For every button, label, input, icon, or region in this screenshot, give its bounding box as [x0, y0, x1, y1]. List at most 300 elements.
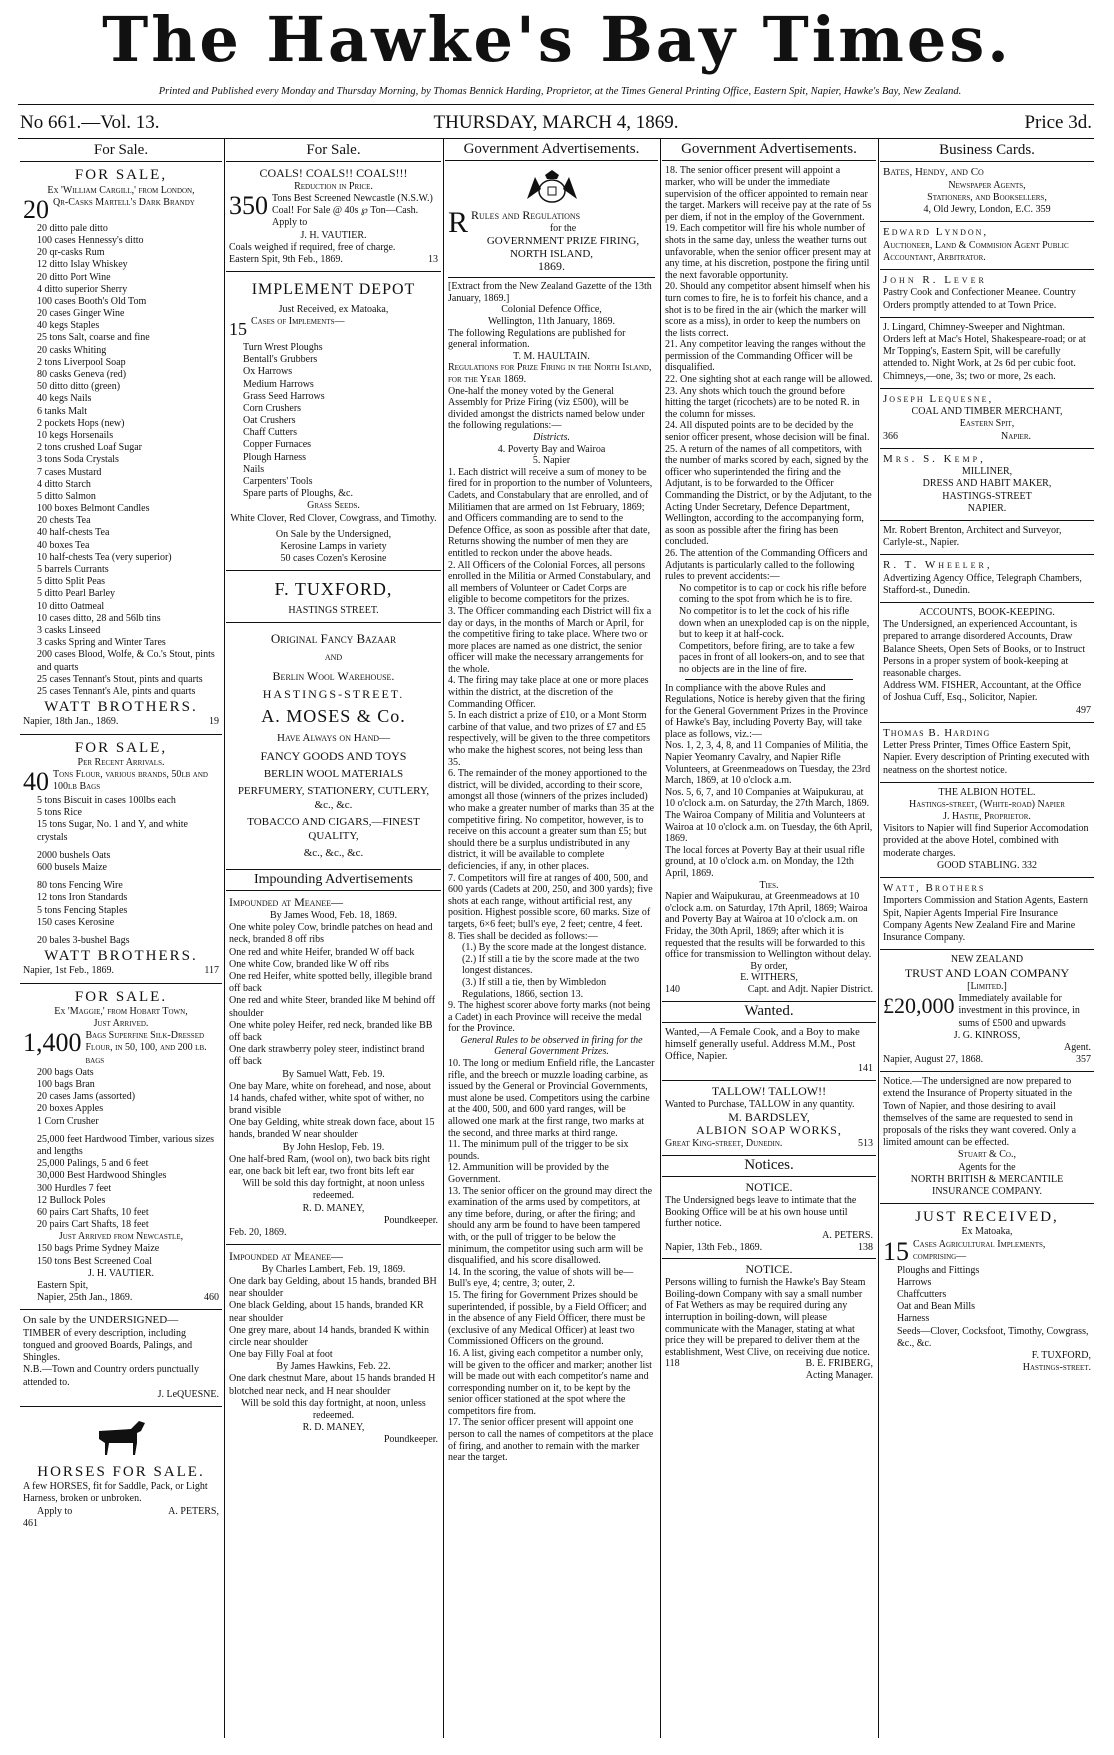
ad-title: FOR SALE, — [74, 167, 168, 184]
list-item: 20 ditto pale ditto — [37, 222, 108, 234]
schedule-item: The Wairoa Company of Militia and Volunteers at Wairoa at 10 o'clock a.m. on Tuesday, the 6th April, 1869. — [665, 810, 873, 845]
list-item: 200 bags Oats — [37, 1066, 94, 1078]
ad-quantity: 40 — [23, 767, 49, 797]
rule-paragraph: 17. The senior officer present will appoint one person to call the names of competitors at the place of firing, and another to remain with the marker near the target. — [448, 1417, 654, 1464]
drop-cap: R — [448, 206, 469, 240]
ad-subtitle: By Charles Lambert, Feb. 19, 1869. — [261, 1263, 406, 1275]
card-date: Napier, August 27, 1868. — [883, 1054, 984, 1066]
issue-number: No 661.—Vol. 13. — [20, 112, 160, 133]
ad-signer: R. D. MANEY, — [302, 1202, 365, 1214]
ad-ref: 460 — [204, 1292, 219, 1304]
list-item: Chaff Cutters — [243, 427, 297, 439]
list-item: 20 ditto Port Wine — [37, 271, 111, 283]
column-heading: For Sale. — [226, 140, 441, 162]
list-item: 10 kegs Horsenails — [37, 429, 114, 441]
list-item: One dark bay Gelding, about 15 hands, branded BH near shoulder — [229, 1275, 437, 1300]
card-line: Visitors to Napier will find Superior Accomodation provided at the above Hotel, combined with moderate charges. — [883, 823, 1089, 859]
list-item: One white poley Heifer, red neck, branded like BB off back — [229, 1019, 433, 1043]
list-item: One grey mare, about 14 hands, branded K within circle near shoulder — [229, 1324, 429, 1348]
card-line: J. Hastie, Proprietor. — [943, 811, 1031, 823]
notice-role: Acting Manager. — [805, 1369, 873, 1381]
rule-paragraph: 23. Any shots which touch the ground before hitting the target (ricochets) are to be noted R. in the column for misses. — [665, 385, 860, 420]
imprint-line: Printed and Published every Monday and Thursday Morning, by Thomas Bennick Harding, Proprietor, at the Times General Printing Office, Eastern Spit, Napier, Hawke's Bay, New Zealand. — [158, 86, 962, 97]
ad-subtitle: By John Heslop, Feb. 19. — [282, 1141, 385, 1153]
list-item: One white poley Cow, brindle patches on head and neck, branded 8 off ribs — [229, 922, 433, 946]
ad-title: Original Fancy Bazaar — [270, 631, 397, 647]
list-item: 1 Corn Crusher — [37, 1115, 99, 1127]
list-item: 3 casks Spring and Winter Tares — [37, 637, 166, 649]
ad-text: HASTINGS-STREET. — [262, 687, 405, 702]
ad-text: Will be sold this day fortnight, at noon, unless redeemed. — [241, 1397, 426, 1422]
list-item: Turn Wrest Ploughs — [243, 341, 323, 353]
ad-address: Hastings-street. — [1022, 1362, 1091, 1374]
card-kemp — [880, 449, 1094, 521]
districts-heading: Districts. — [533, 432, 570, 444]
ad-title: FOR SALE, — [74, 739, 168, 756]
list-item: One bay Filly Foal at foot — [229, 1349, 333, 1361]
list-item: One red and white Heifer, branded W off back — [229, 946, 415, 958]
rule-paragraph: 12. Ammunition will be provided by the Government. — [448, 1162, 609, 1186]
rule-paragraph: (1.) By the score made at the longest distance. — [462, 942, 647, 954]
card-line: J. Lingard, Chimney-Sweeper and Nightman. Orders left at Mac's Hotel, Shakespeare-road; or at Mr Topping's, Eastern Spit, will be carefully attended to. Night Work, at 2s 6d per cubic foot. Chimneys,—one, 3s; two or more, 2s each. — [883, 321, 1086, 382]
list-item: 15 tons Sugar, No. 1 and Y, and white crystals — [37, 819, 188, 843]
card-lequesne — [880, 389, 1094, 449]
dateline — [20, 112, 1092, 134]
card-name: Bates, Hendy, and Co — [883, 166, 984, 179]
ad-role: Poundkeeper. — [383, 1434, 438, 1446]
ad-ref: 19 — [209, 716, 219, 728]
list-item: One half-bred Ram, (wool on), two back bits right ear, one back bit left ear, two front bits left ear — [229, 1153, 431, 1178]
list-item: One white Cow, branded like W off ribs — [229, 958, 389, 970]
list-item: 20 chests Tea — [37, 515, 91, 527]
list-item: One dark chestnut Mare, about 15 hands branded H blotched near neck, and H near shoulder — [229, 1373, 436, 1397]
notice-paragraph: In compliance with the above Rules and Regulations, Notice is hereby given that the firing for the General Government Prizes in the Province of Hawke's Bay, including Poverty Bay, will take place as follows, viz.:— — [665, 682, 868, 740]
list-item: 4 ditto Starch — [37, 478, 91, 490]
rule-paragraph: 9. The highest scorer above forty marks (not being a Cadet) in each Province will receive the medal for the Province. — [448, 1000, 651, 1035]
card-name: Edward Lyndon, — [883, 226, 989, 239]
list-item: 2 tons crushed Loaf Sugar — [37, 442, 142, 454]
list-item: Carpenters' Tools — [243, 476, 313, 487]
ad-signer: WATT BROTHERS. — [44, 699, 198, 716]
ad-subtitle: Just Arrived from Newcastle, — [58, 1231, 184, 1243]
ad-impounded-1 — [226, 891, 441, 1245]
column-2 — [226, 140, 441, 1740]
card-line: DRESS AND HABIT MAKER, — [922, 478, 1052, 490]
notice-title: NOTICE. — [745, 1180, 793, 1195]
ad-title: F. TUXFORD, — [274, 579, 393, 600]
loan-amount: £20,000 — [883, 993, 955, 1019]
ad-ref: 141 — [858, 1063, 873, 1075]
rule-paragraph: (3.) If still a tie, then by Wimbledon Regulations, 1866, section 13. — [462, 976, 607, 1000]
regulations-intro: The following Regulations are published for general information. — [448, 327, 626, 351]
ad-text: TOBACCO AND CIGARS,—FINEST QUALITY, — [247, 816, 420, 842]
list-item: 25,000 feet Hardwood Timber, various sizes and lengths — [37, 1133, 215, 1157]
ad-text: White Clover, Red Clover, Cowgrass, and Timothy. — [230, 512, 437, 524]
rule-paragraph: Competitors, before firing, are to take a few paces in front of all lookers-on, and to see that no objects are in the line of fire. — [679, 640, 865, 675]
card-line: COAL AND TIMBER MERCHANT, — [911, 406, 1063, 418]
notice-title: NOTICE. — [745, 1262, 793, 1277]
ad-title: Impounded at Meanee— — [229, 1249, 343, 1264]
list-item: 25 cases Tennant's Stout, pints and quarts — [37, 673, 203, 685]
ad-place: Eastern Spit, — [37, 1280, 89, 1292]
list-item: 3 casks Linseed — [37, 624, 101, 636]
card-ref: 366 — [883, 430, 898, 442]
rule-paragraph: 18. The senior officer present will appoint a marker, who will be under the immediate supervision of the officer appointed to remain near the target. Markers will receive pay at the rate of 5s per diem, if not in the employ of the Government. — [665, 165, 872, 223]
list-item: Chaffcutters — [897, 1289, 947, 1301]
column-rule — [660, 138, 661, 1738]
card-name: THE ALBION HOTEL. — [938, 786, 1036, 798]
ad-dateline: Napier, 1st Feb., 1869. — [23, 965, 114, 977]
ad-subtitle: Ex 'William Cargill,' from London, — [47, 184, 195, 196]
card-lyndon — [880, 222, 1094, 270]
ad-text: &c., &c., &c. — [303, 846, 364, 859]
signer: E. WITHERS, — [740, 972, 798, 984]
card-line: NEW ZEALAND — [950, 954, 1024, 966]
list-item: One red Heifer, white spotted belly, illegible brand off back — [229, 971, 433, 995]
list-item: 100 cases Hennessy's ditto — [37, 234, 144, 246]
card-line: Agents for the — [958, 1161, 1016, 1173]
list-item: One red and white Steer, branded like M behind off shoulder — [229, 995, 436, 1019]
list-item: One bay Mare, white on forehead, and nose, about 14 hands, chafed wither, white spot of wither, no brand visible — [229, 1080, 431, 1117]
column-rule — [224, 138, 225, 1738]
ad-ref: 513 — [858, 1138, 873, 1150]
card-harding — [880, 723, 1094, 783]
by-order: By order, — [750, 960, 788, 972]
ad-title: TALLOW! TALLOW!! — [711, 1084, 827, 1099]
card-line: The Undersigned, an experienced Accountant, is prepared to arrange disordered Accounts, Draw Balance Sheets, Open Sets of Books, or to Instruct Persons in a proper system of book-keeping at reasonable charges. — [883, 619, 1086, 679]
ad-signer: WATT BROTHERS. — [44, 948, 198, 965]
ad-first-item: Cases of Implements— — [251, 315, 345, 327]
ad-quantity: 1,400 — [23, 1028, 82, 1058]
rule-paragraph: 20. Should any competitor absent himself when his turn comes to fire, he is to forfeit his chance, and a shot is to be fired in the air (which the marker will score as a miss), in order to keep the numbers on the lists correct. — [665, 281, 870, 339]
card-name: Joseph Lequesne, — [883, 392, 994, 405]
ad-vautier-flour — [20, 984, 222, 1311]
ad-ref: 140 — [665, 983, 680, 995]
list-item: 2000 bushels Oats — [37, 849, 111, 861]
ad-dateline: Eastern Spit, 9th Feb., 1869. — [229, 254, 343, 266]
ad-note: Coals weighed if required, free of charge. — [229, 241, 396, 253]
list-item: 50 ditto ditto (green) — [37, 381, 121, 393]
card-line: Address WM. FISHER, Accountant, at the Office of Joshua Cuff, Esq., Solicitor, Napier. — [883, 680, 1082, 704]
list-item: Medium Harrows — [243, 378, 314, 390]
ad-quantity: 15 — [883, 1236, 909, 1266]
ad-text: Berlin Wool Warehouse. — [272, 668, 395, 683]
notice-paragraph: Napier and Waipukurau, at Greenmeadows at 10 o'clock a.m. on Saturday, 17th April, 1869; Wairoa and Poverty Bay at Wairoa at 10 o'clock a.m. on Friday, the 30th April, 1869; after which it is requested that the results will be forwarded to this office for transmission to Wellington without delay. — [665, 891, 872, 961]
ad-text: Tons Best Screened Newcastle (N.S.W.) Coal! For Sale @ 40s ℘ Ton—Cash. Apply to — [272, 193, 433, 229]
notice-signer: A. PETERS. — [822, 1230, 873, 1242]
list-item: 20 casks Whiting — [37, 344, 107, 356]
list-item: Copper Furnaces — [243, 439, 312, 451]
list-item: Nails — [243, 463, 265, 475]
rule-paragraph: 2. All Officers of the Colonial Forces, all persons enrolled in the Militia or Armed Constabulary, and all members of Volunteer or Cadet Corps are eligible to become competitors for the prizes. — [448, 559, 651, 606]
list-item: Corn Crushers — [243, 402, 302, 414]
ad-tallow — [662, 1081, 876, 1156]
list-item: 12 tons Iron Standards — [37, 892, 128, 904]
card-line: HASTINGS-STREET — [942, 490, 1032, 502]
card-line: Napier. — [1001, 430, 1031, 442]
ad-text: PERFUMERY, STATIONERY, CUTLERY, &c., &c. — [237, 785, 430, 811]
ad-first-item: Tons Flour, various brands, 50lb and 100lb Bags — [53, 769, 208, 793]
ad-horses — [20, 1407, 222, 1535]
regulations-year: 1869. — [538, 259, 565, 274]
list-item: 3 tons Soda Crystals — [37, 454, 119, 466]
card-line: 4, Old Jewry, London, E.C. — [923, 204, 1034, 216]
list-item: 100 bags Bran — [37, 1079, 95, 1091]
list-item: One dark strawberry poley steer, indistinct brand off back — [229, 1044, 425, 1068]
list-item: Harness — [897, 1313, 930, 1325]
ad-subtitle: By James Hawkins, Feb. 22. — [276, 1361, 391, 1373]
prize-firing-regulations — [445, 161, 658, 1468]
list-item: 30,000 Best Hardwood Shingles — [37, 1170, 167, 1182]
card-ref: 359 — [1035, 204, 1051, 216]
ad-title: Impounded at Meanee— — [229, 895, 343, 910]
list-item: 2 tons Liverpool Soap — [37, 356, 126, 368]
regulations-title: Rules and Regulations — [471, 208, 581, 223]
list-item: 20 boxes Apples — [37, 1103, 104, 1115]
ad-watt-flour — [20, 735, 222, 984]
gazette-extract: [Extract from the New Zealand Gazette of the 13th January, 1869.] — [448, 281, 652, 304]
card-lingard — [880, 318, 1094, 389]
column-heading: For Sale. — [20, 140, 222, 162]
card-line: MILLINER, — [961, 466, 1013, 478]
list-item: 5 ditto Pearl Barley — [37, 588, 116, 600]
ties-heading: Ties. — [759, 879, 779, 891]
ad-ref: 13 — [428, 254, 438, 266]
column-1 — [20, 140, 222, 1740]
ad-signer: F. TUXFORD, — [1031, 1349, 1091, 1361]
rule-paragraph: 7. Competitors will fire at ranges of 400, 500, and 600 yards (Cadets at 200, 250, and 300 yards); five shots at each range, without artificial rest, any position. Highest possible score, 60 marks. Size of targets, 6×6 feet; bull's eye, 2 feet; centre, 4 feet. — [448, 872, 653, 930]
rule-paragraph: 26. The attention of the Commanding Officers and Adjutants is particularly called to the following rules to prevent accidents:— — [665, 547, 868, 583]
list-item: Plough Harness — [243, 451, 307, 463]
ad-subtitle: By Samuel Watt, Feb. 19. — [282, 1068, 385, 1080]
ad-signer: M. BARDSLEY, — [728, 1109, 810, 1124]
list-item: One bay Gelding, white streak down face, about 15 hands, branded W near shoulder — [229, 1117, 435, 1141]
column-heading: Government Advertisements. — [445, 140, 658, 161]
card-name: ACCOUNTS, BOOK-KEEPING. — [919, 607, 1055, 619]
list-item: 2 pockets Hops (new) — [37, 417, 125, 429]
list-item: 10 half-chests Tea (very superior) — [37, 551, 172, 563]
rule-paragraph: 10. The long or medium Enfield rifle, the Lancaster rifle, and the breech or muzzle loading carbine, as issued by the General or Provincial Governments, must alone be used. Competitors using the carbine at the 400, 500, and 600 yard ranges, will be allowed one mark at the first range, two marks at the second, and three marks at third range. — [448, 1058, 655, 1139]
card-line: Immediately available for investment in this province, in sums of £500 and upwards — [958, 993, 1080, 1029]
general-rules-heading: General Rules to be observed in firing for the General Government Prizes. — [460, 1034, 643, 1058]
card-wheeler — [880, 555, 1094, 603]
card-line: Eastern Spit, — [959, 418, 1015, 430]
notice-boiling-down — [662, 1259, 876, 1386]
ad-role: Poundkeeper. — [383, 1214, 438, 1226]
column-heading: Government Advertisements. — [662, 140, 876, 161]
issue-date: THURSDAY, MARCH 4, 1869. — [433, 112, 679, 133]
signer: T. M. HAULTAIN. — [513, 350, 590, 362]
rule-paragraph: 21. Any competitor leaving the ranges without the permission of the Commanding Officer will be disqualified. — [665, 339, 866, 374]
list-item: 6 tanks Malt — [37, 405, 87, 417]
list-item: 4 ditto superior Sherry — [37, 283, 128, 295]
ad-subtitle: Just Arrived. — [93, 1018, 149, 1030]
card-line: Advertizing Agency Office, Telegraph Chambers, Stafford-st., Dunedin. — [883, 572, 1082, 596]
list-item: 5 ditto Salmon — [37, 490, 96, 502]
card-albion-hotel — [880, 783, 1094, 878]
ad-coals — [226, 162, 441, 272]
office-date: Wellington, 11th January, 1869. — [487, 316, 616, 328]
divider — [18, 138, 1094, 139]
section-heading: Wanted. — [662, 1002, 876, 1023]
ad-lead: On sale by the UNDERSIGNED— — [23, 1314, 179, 1327]
card-watt-brothers — [880, 878, 1094, 950]
card-line: GOOD STABLING. — [936, 859, 1020, 871]
ad-signer: J. H. VAUTIER. — [87, 1267, 155, 1279]
ad-insurance-notice — [880, 1072, 1094, 1204]
schedule-item: The local forces at Poverty Bay at their usual rifle ground, at 10 o'clock a.m. on Monday, the 12th April, 1869. — [665, 844, 865, 880]
list-item: 150 bags Prime Sydney Maize — [37, 1243, 160, 1255]
regulations-title-line: for the — [549, 223, 577, 235]
ad-note: N.B.—Town and Country orders punctually attended to. — [23, 1364, 199, 1388]
card-line: Hastings-street, (White-road) Napier — [909, 798, 1065, 810]
divider — [18, 104, 1094, 105]
ad-dateline: Napier, 18th Jan., 1869. — [23, 716, 119, 728]
ad-apply: Apply to — [37, 1505, 73, 1517]
list-item: One black Gelding, about 15 hands, branded KR near shoulder — [229, 1300, 424, 1324]
rule-paragraph: 13. The senior officer on the ground may direct the examination of the arms used by competitors, at any time before, during, or after the firing; and should any arm be found to have been tampered with, or the pull of trigger to be below the minimum, the competitor using such arm will be disqualified, and his score disallowed. — [448, 1185, 653, 1267]
ad-subtitle: Reduction in Price. — [294, 180, 373, 192]
list-item: 600 busels Maize — [37, 862, 107, 873]
rule-paragraph: 6. The remainder of the money apportioned to the district, will be divided, according to their score, amongst all those (winners of the prizes included) who make a greater number of marks than 35 at the competitive firing. No competitor, however, is to receive on this account a greater sum than £5; but should there be a surplus undistributed in any district, it will be available to complete deficiencies, if any, in other places. — [448, 768, 655, 872]
list-item: 20 bales 3-bushel Bags — [37, 934, 130, 946]
office-name: Colonial Defence Office, — [501, 304, 602, 316]
list-item: 10 cases ditto, 28 and 56lb tins — [37, 612, 161, 624]
rule-paragraph: 3. The Officer commanding each District will fix a day or days, in the months of March or April, for the competitive firing to take place. Where two or more places are named as one district, the senior officer will make the necessary arrangements for the whole. — [448, 605, 652, 675]
card-brenton — [880, 521, 1094, 555]
list-item: 80 tons Fencing Wire — [37, 880, 123, 892]
notice-text: Persons willing to furnish the Hawke's Bay Steam Boiling-down Company with say a small number of Fat Wethers as may be required during any interruption in boiling-down, will please communicate with the Manager, stating at what price they will be prepared to deliver them at the establishment, West Clive, on receiving due notice. — [665, 1277, 870, 1358]
ad-ref: 461 — [23, 1517, 38, 1529]
ad-title: IMPLEMENT DEPOT — [251, 281, 416, 299]
ad-text: 50 cases Cozen's Kerosine — [280, 553, 387, 565]
list-item: 10 ditto Oatmeal — [37, 600, 105, 612]
ad-address: Great King-street, Dunedin. — [665, 1138, 783, 1150]
ad-quantity: 20 — [23, 194, 49, 224]
ad-first-item: Qr-Casks Martell's Dark Brandy — [53, 196, 195, 208]
notice-date: Napier, 13th Feb., 1869. — [665, 1241, 763, 1253]
list-item: Ox Harrows — [243, 366, 293, 378]
ad-subtitle: Per Recent Arrivals. — [77, 756, 165, 768]
ad-quantity: 15 — [229, 318, 247, 339]
district-item: 5. Napier — [532, 455, 571, 467]
ad-text: TIMBER of every description, including tongued and grooved Boards, Palings, and Shingles. — [23, 1327, 193, 1364]
section-heading: Impounding Advertisements — [226, 870, 441, 891]
ad-text: On Sale by the Undersigned, — [275, 528, 392, 540]
ad-first-item: Cases Agricultural Implements, comprising— — [913, 1238, 1046, 1262]
ad-dateline: Feb. 20, 1869. — [229, 1226, 287, 1238]
rule-paragraph: 15. The firing for Government Prizes should be superintended, if possible, by a Field Officer; and in the absence of any Field Officer, there must be (exclusive of any Medical Officer) at least two Commissioned Officers on the ground. — [448, 1289, 647, 1348]
prize-firing-continued — [662, 161, 876, 1001]
list-item: 80 casks Geneva (red) — [37, 369, 127, 381]
ad-subtitle: HASTINGS STREET. — [288, 605, 379, 617]
rule-paragraph: 5. In each district a prize of £10, or a Mont Storm carbine of that value, and two prizes of £7 and £5 respectively, will be given to the three competitors who make the highest scores, not being less than 35. — [448, 710, 651, 768]
schedule-item: Nos. 1, 2, 3, 4, 8, and 11 Companies of Militia, the Napier Yeomanry Cavalry, and Napier Rifle Volunteers, at Greenmeadows on Tuesday, the 23rd March, 1869, at 10 o'clock a.m. — [665, 740, 871, 787]
list-item: 5 tons Fencing Staples — [37, 904, 128, 916]
rule-paragraph: 16. A list, giving each competitor a number only, will be given to the officer and marker; another list will be made out with each competitor's name and corresponding number on it, to be kept by the senior officer stationed at the spot where the competitors fire from. — [448, 1347, 652, 1417]
card-bates — [880, 162, 1094, 222]
ad-signer: R. D. MANEY, — [302, 1422, 365, 1434]
column-rule — [878, 138, 879, 1738]
card-lever — [880, 270, 1094, 318]
list-item: 40 kegs Nails — [37, 393, 92, 405]
rule-paragraph: 19. Each competitor will fire his whole number of shots in the same day, unless the weather turns out unfavorable, when the senior officer present may at any time, at his discretion, postpone the firing until the next favorable opportunity. — [665, 223, 871, 281]
district-item: 4. Poverty Bay and Wairoa — [497, 443, 606, 455]
list-item: Oat Crushers — [243, 415, 296, 427]
regulations-title-line: NORTH ISLAND, — [509, 247, 594, 260]
ad-signer: J. H. VAUTIER. — [300, 229, 367, 241]
rule-paragraph: 24. All disputed points are to be decided by the senior officer present, whose decision will be final. — [665, 420, 870, 444]
ad-title: FOR SALE. — [74, 988, 168, 1005]
ad-dateline: Napier, 25th Jan., 1869. — [37, 1292, 133, 1304]
list-item: 20 pairs Cart Shafts, 18 feet — [37, 1219, 149, 1231]
list-item: Bentall's Grubbers — [243, 354, 318, 366]
ad-quantity: 350 — [229, 191, 268, 221]
ad-text: Have Always on Hand— — [277, 731, 390, 744]
card-name: Watt, Brothers — [883, 882, 986, 895]
regulations-subtitle: Regulations for Prize Firing in the North Island, for the Year 1869. — [448, 362, 652, 386]
card-role: Agent. — [1064, 1041, 1091, 1053]
ad-text: A few HORSES, fit for Saddle, Pack, or Light Harness, broken or unbroken. — [23, 1481, 208, 1505]
list-item: 5 tons Biscuit in cases 100lbs each — [37, 795, 176, 807]
ad-tuxford — [226, 571, 441, 623]
ad-text: BERLIN WOOL MATERIALS — [263, 767, 404, 780]
royal-crest-icon — [517, 169, 587, 205]
regulations-text: One-half the money voted by the General Assembly for Prize Firing (viz £500), will be divided amongst the districts named below under the following regulations:— — [448, 385, 645, 432]
list-item: 25 cases Tennant's Ale, pints and quarts — [37, 685, 196, 697]
list-item: Harrows — [897, 1276, 932, 1288]
notice-text: The Undersigned begs leave to intimate that the Booking Office will be at his own house until further notice. — [665, 1195, 857, 1230]
rule-paragraph: 1. Each district will receive a sum of money to be fired for in proportion to the number of Volunteers, Cadets, and Constabulary that are enrolled, and of Militiamen that are armed on 1st February, 1869; and Officers commanding are to send to the Defence Office, as soon as possible after that date, Returns showing the number of men they are entitled to reckon under the above heads. — [448, 466, 653, 559]
card-line: Letter Press Printer, Times Office Eastern Spit, Napier. Every description of Printing executed with neatness on the shortest notice. — [883, 740, 1090, 776]
list-item: 5 barrels Currants — [37, 564, 109, 576]
ad-fancy-bazaar — [226, 623, 441, 870]
ad-text: FANCY GOODS AND TOYS — [260, 749, 407, 764]
list-item: 40 kegs Staples — [37, 320, 100, 332]
column-5 — [880, 140, 1094, 1740]
list-item: Spare parts of Ploughs, &c. — [243, 488, 353, 500]
ad-signer: J. LeQUESNE. — [157, 1388, 219, 1400]
ad-title: ALBION SOAP WORKS, — [696, 1123, 842, 1138]
masthead — [0, 0, 1114, 92]
card-line: NORTH BRITISH & MERCANTILE — [910, 1173, 1064, 1185]
card-ref: 357 — [1076, 1054, 1091, 1066]
card-line: Stationers, and Booksellers, — [927, 191, 1047, 203]
notice-ref: 138 — [858, 1241, 873, 1253]
ad-title: COALS! COALS!! COALS!!! — [259, 166, 408, 181]
card-name: Mrs. S. Kemp, — [883, 452, 986, 465]
card-line: Newspaper Agents, — [948, 179, 1026, 191]
newspaper-title: The Hawke's Bay Times. — [102, 3, 1012, 76]
card-accounts — [880, 603, 1094, 723]
column-heading: Business Cards. — [880, 140, 1094, 162]
list-item: 200 cases Blood, Wolfe, & Co.'s Stout, pints and quarts — [37, 649, 215, 673]
horse-icon — [91, 1417, 151, 1457]
list-item: 300 Hurdles 7 feet — [37, 1182, 112, 1194]
list-item: 40 half-chests Tea — [37, 527, 110, 539]
ad-impounded-2 — [226, 1245, 441, 1451]
ad-watt-spirits — [20, 162, 222, 734]
notice-peters — [662, 1177, 876, 1259]
ad-implement-depot — [226, 272, 441, 571]
ad-title: HORSES FOR SALE. — [37, 1463, 205, 1480]
card-signer: Stuart & Co., — [958, 1149, 1016, 1161]
card-ref: 332 — [1022, 859, 1038, 871]
card-line: Mr. Robert Brenton, Architect and Surveyor, Carlyle-st., Napier. — [883, 524, 1062, 549]
ad-text: and — [324, 651, 343, 664]
list-item: Oat and Bean Mills — [897, 1301, 976, 1313]
card-line: Pastry Cook and Confectioner Meanee. Country Orders promptly attended to at Town Price. — [883, 287, 1076, 311]
